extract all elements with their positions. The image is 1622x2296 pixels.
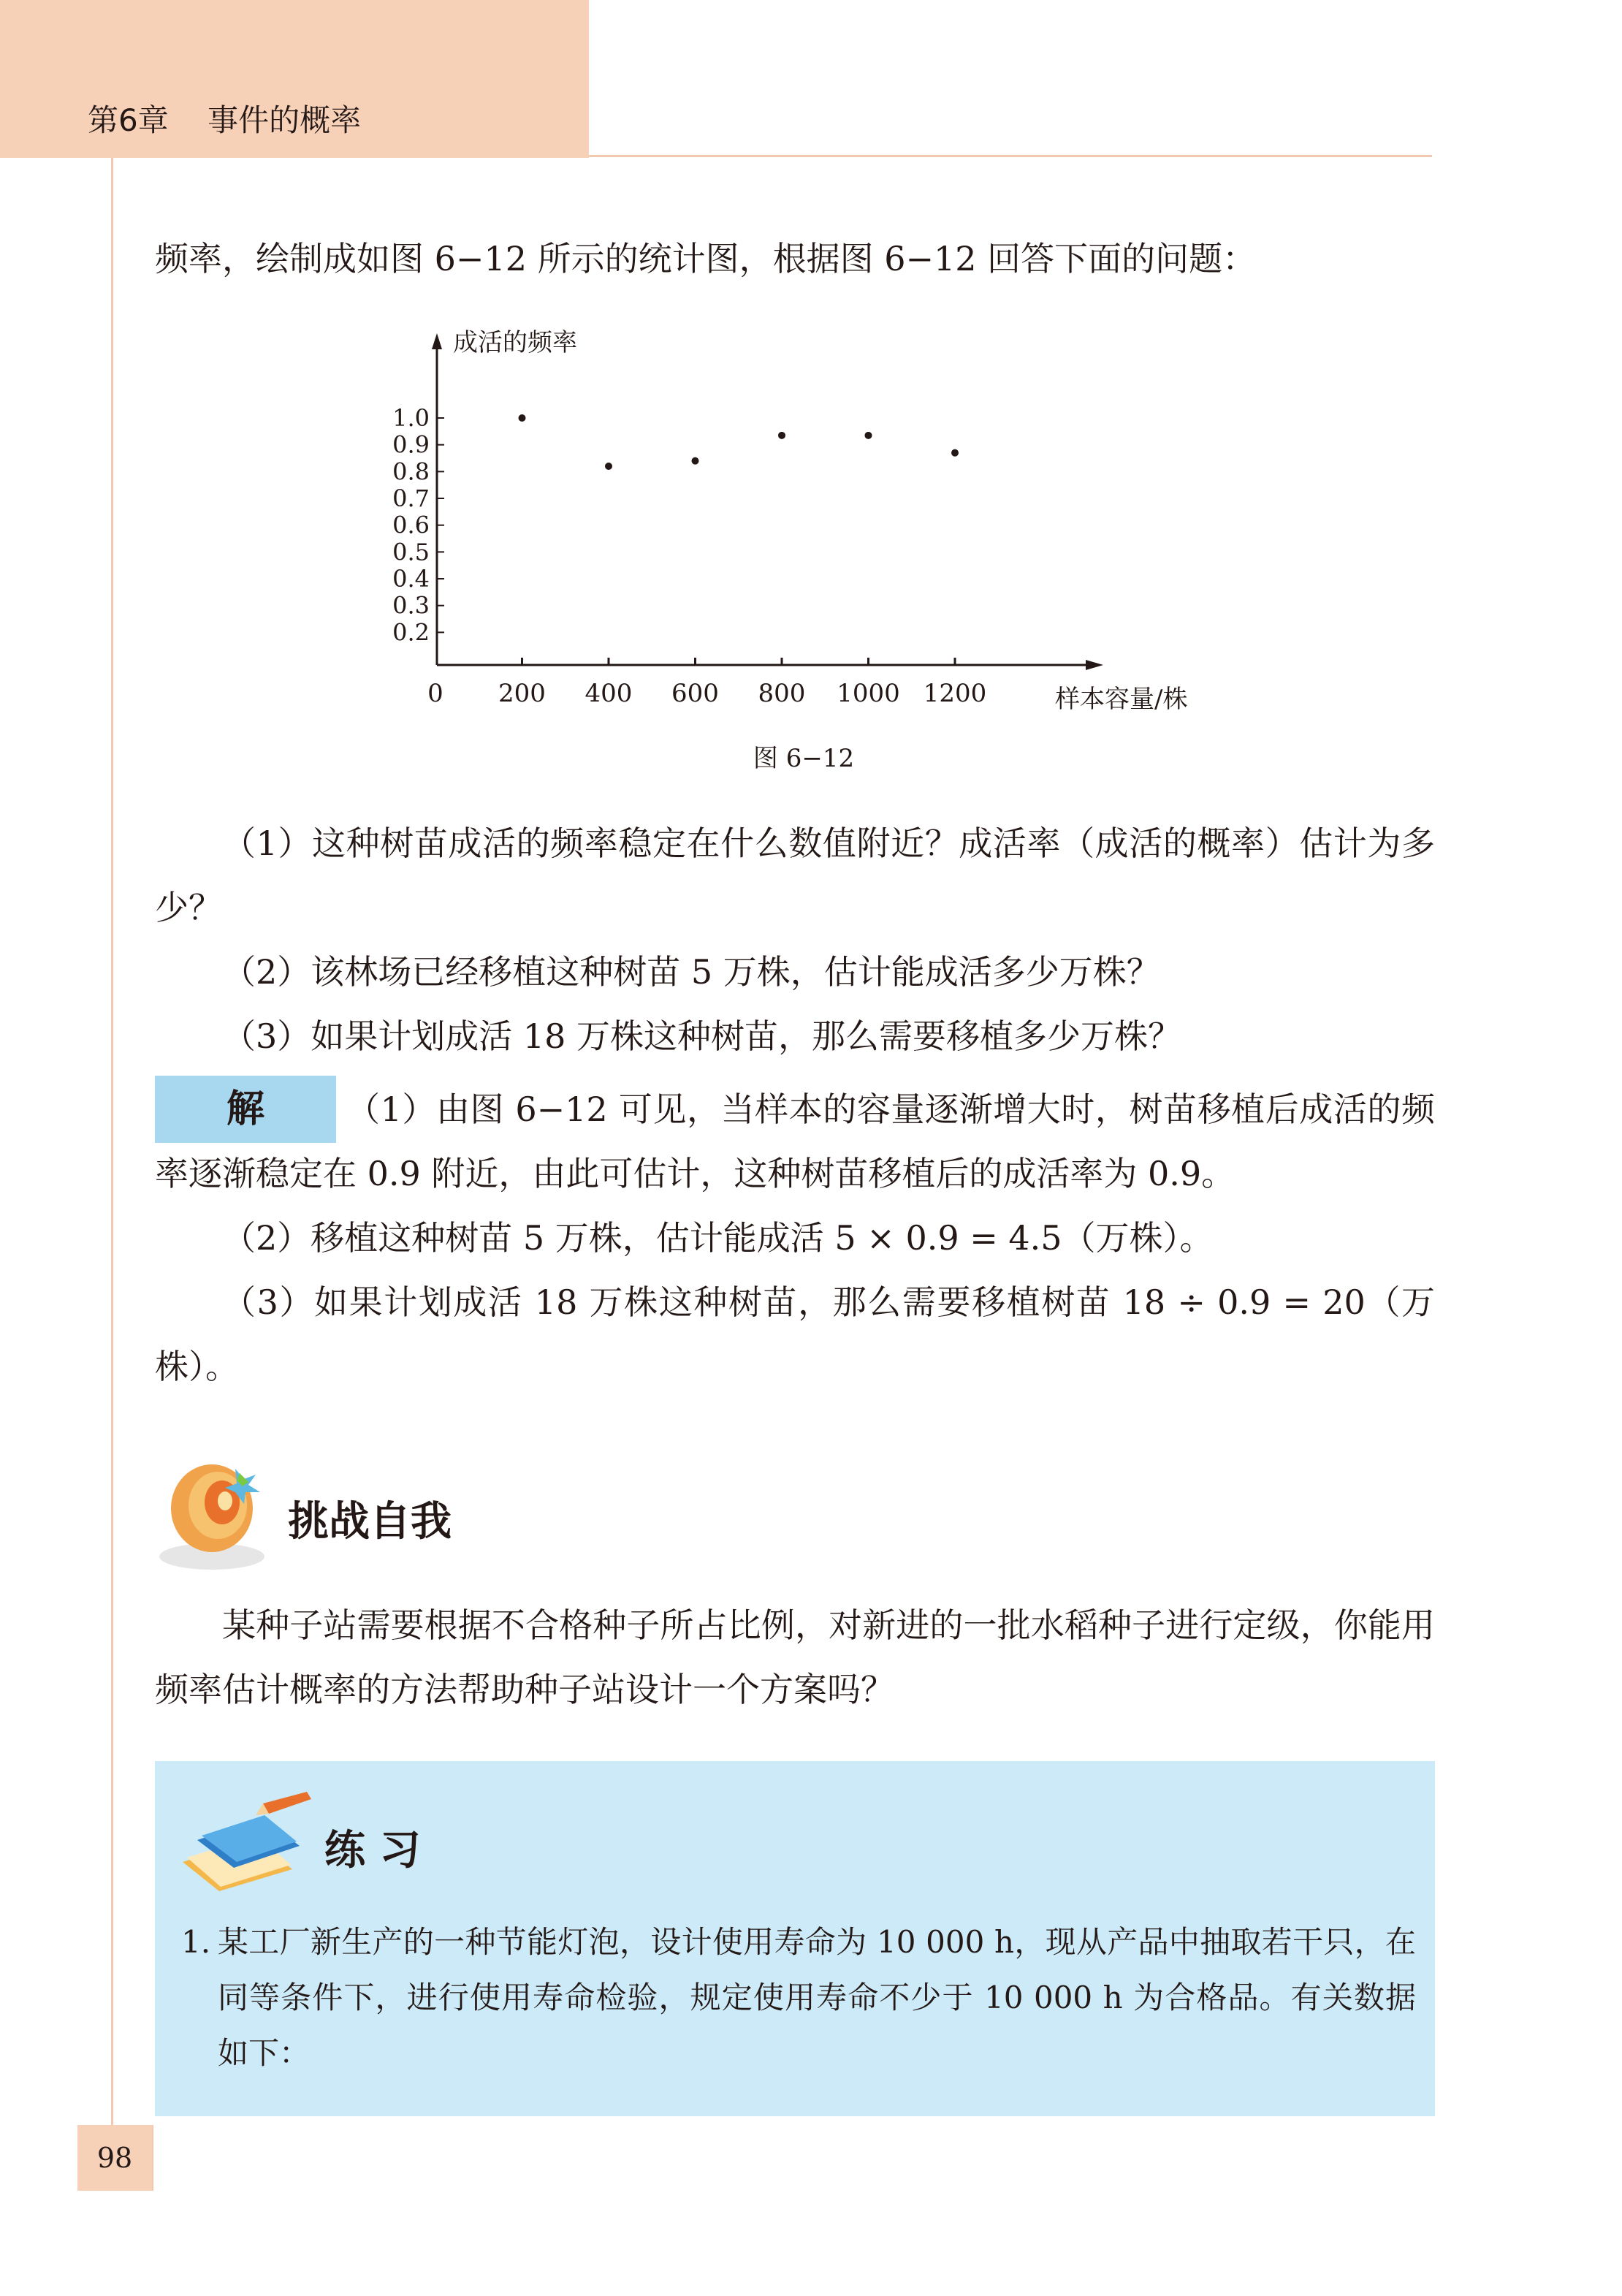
solution-label: 解 xyxy=(226,1087,264,1131)
scatter-chart xyxy=(0,0,1622,804)
notebook-pencil-icon xyxy=(175,1789,314,1898)
x-tick-label: 600 xyxy=(671,679,719,708)
solution-3: （3）如果计划成活 18 万株这种树苗，那么需要移植树苗 18 ÷ 0.9 = 20（万株）。 xyxy=(155,1282,1435,1386)
x-axis-arrow xyxy=(1086,660,1103,670)
y-tick-label: 0.9 xyxy=(392,430,430,459)
y-axis-label: 成活的频率 xyxy=(453,328,577,357)
x-axis-label: 样本容量/株 xyxy=(1055,685,1188,714)
data-point xyxy=(692,457,699,465)
x-tick-label: 400 xyxy=(585,679,633,708)
exercise-item-number: 1. xyxy=(181,1924,211,1960)
x-tick-label: 1200 xyxy=(923,679,987,708)
y-tick-label: 0.5 xyxy=(392,538,430,566)
data-point xyxy=(865,432,872,439)
solution-2: （2）移植这种树苗 5 万株，估计能成活 5 × 0.9 = 4.5（万株）。 xyxy=(222,1218,1214,1258)
question-3: （3）如果计划成活 18 万株这种树苗，那么需要移植多少万株？ xyxy=(222,1016,1182,1056)
figure-caption: 图 6−12 xyxy=(753,744,855,773)
exercise-title: 练 习 xyxy=(324,1827,421,1874)
challenge-text: 某种子站需要根据不合格种子所占比例，对新进的一批水稻种子进行定级，你能用频率估计概率的方法帮助种子站设计一个方案吗？ xyxy=(155,1605,1435,1709)
page-number: 98 xyxy=(96,2142,133,2174)
intro-text: 频率，绘制成如图 6−12 所示的统计图，根据图 6−12 回答下面的问题： xyxy=(155,239,1257,278)
x-tick-label: 1000 xyxy=(837,679,900,708)
data-point xyxy=(605,463,612,470)
y-tick-label: 0.2 xyxy=(392,618,430,647)
x-tick-label: 800 xyxy=(758,679,806,708)
question-2: （2）该林场已经移植这种树苗 5 万株，估计能成活多少万株？ xyxy=(222,952,1160,992)
y-tick-label: 0.4 xyxy=(392,565,430,593)
data-point xyxy=(519,414,526,422)
y-tick-label: 1.0 xyxy=(392,404,430,432)
x-tick-label: 200 xyxy=(498,679,546,708)
y-axis-arrow xyxy=(432,333,442,349)
data-point xyxy=(778,432,785,439)
chapter-title: 第6章 事件的概率 xyxy=(88,102,362,138)
origin-label: 0 xyxy=(427,679,443,708)
challenge-title: 挑战自我 xyxy=(288,1498,452,1546)
question-1: （1）这种树苗成活的频率稳定在什么数值附近？成活率（成活的概率）估计为多少？ xyxy=(155,824,1435,927)
y-tick-label: 0.7 xyxy=(392,484,430,513)
exercise-item-1: 某工厂新生产的一种节能灯泡，设计使用寿命为 10 000 h，现从产品中抽取若干只，在同等条件下，进行使用寿命检验，规定使用寿命不少于 10 000 h 为合格品。有关数据如下： xyxy=(218,1924,1416,2071)
data-point xyxy=(951,449,959,457)
y-tick-label: 0.6 xyxy=(392,511,430,539)
solution-1: （1）由图 6−12 可见，当样本的容量逐渐增大时，树苗移植后成活的频率逐渐稳定在 0.9 附近，由此可估计，这种树苗移植后的成活率为 0.9。 xyxy=(155,1090,1435,1193)
target-icon xyxy=(153,1447,278,1578)
y-tick-label: 0.3 xyxy=(392,591,430,620)
y-tick-label: 0.8 xyxy=(392,457,430,486)
